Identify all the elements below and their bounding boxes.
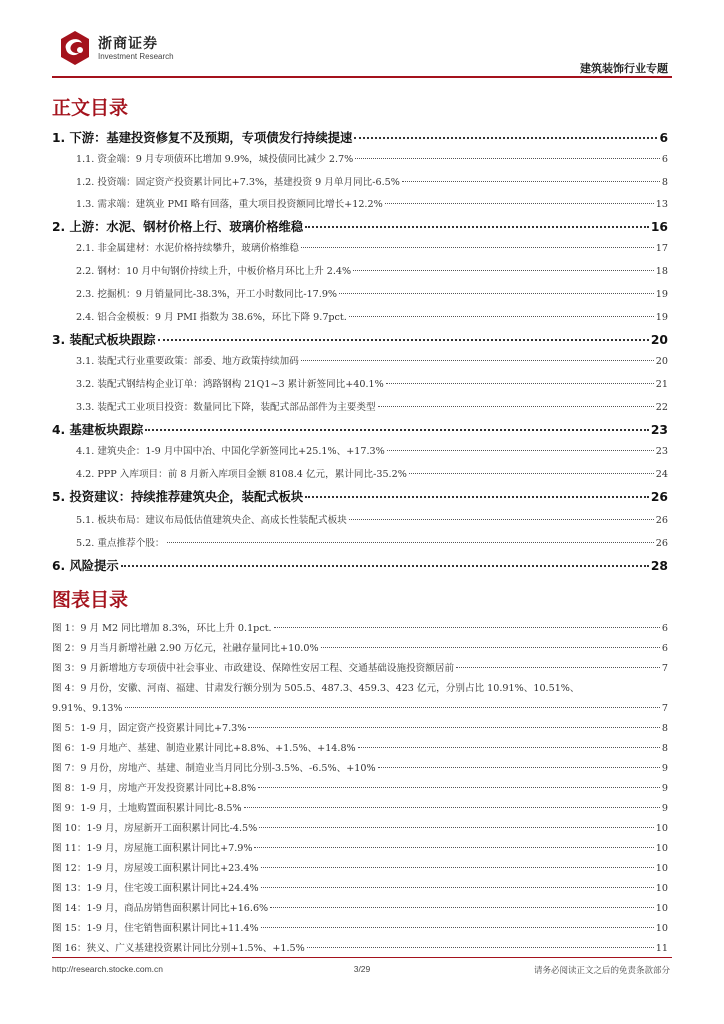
toc-entry-page: 6 <box>661 154 668 165</box>
toc-entry-text: 1.2. 投资端：固定资产投资累计同比+7.3%，基建投资 9 月单月同比-6.5% <box>76 177 400 188</box>
toc-title: 正文目录 <box>52 97 129 119</box>
company-logo <box>58 30 258 70</box>
toc-entry-page: 23 <box>655 446 668 457</box>
figure-entry-text: 图 11：1-9 月，房屋施工面积累计同比+7.9% <box>52 843 253 854</box>
toc-entry-page: 8 <box>661 177 668 188</box>
toc-entry[interactable] <box>76 263 668 277</box>
figure-entry-page: 10 <box>655 843 668 854</box>
dot-leader <box>258 787 660 788</box>
header-divider <box>52 76 672 78</box>
figure-entry-text: 图 16：狭义、广义基建投资累计同比分别+1.5%、+1.5% <box>52 943 305 954</box>
dot-leader <box>301 360 654 361</box>
dot-leader <box>301 247 654 248</box>
toc-entry-page: 26 <box>655 515 668 526</box>
dot-leader <box>358 747 660 748</box>
toc-entry-page: 17 <box>655 243 668 254</box>
figure-entry-page: 10 <box>655 903 668 914</box>
figure-entry[interactable] <box>52 740 668 754</box>
figure-entry-page: 6 <box>661 643 668 654</box>
figure-entry-page: 9 <box>661 763 668 774</box>
figure-entry[interactable] <box>52 880 668 894</box>
toc-entry-page: 24 <box>655 469 668 480</box>
toc-entry[interactable] <box>76 466 668 480</box>
footer-page-number: 3/29 <box>353 964 371 974</box>
figure-entry[interactable] <box>52 800 668 814</box>
toc-entry-page: 16 <box>650 220 668 234</box>
figure-entry-text: 图 9：1-9 月，土地购置面积累计同比-8.5% <box>52 803 242 814</box>
dot-leader <box>305 496 649 498</box>
toc-entry-page: 13 <box>655 199 668 210</box>
toc-entry-text: 5. 投资建议：持续推荐建筑央企，装配式板块 <box>52 490 304 504</box>
dot-leader <box>385 203 654 204</box>
figure-entry[interactable] <box>52 900 668 914</box>
footer-disclaimer: 请务必阅读正文之后的免责条款部分 <box>533 966 670 976</box>
toc-entry-text: 2.1. 非金属建材：水泥价格持续攀升，玻璃价格维稳 <box>76 243 299 254</box>
toc-entry[interactable] <box>76 353 668 367</box>
figure-entry-text: 图 7：9 月份，房地产、基建、制造业当月同比分别-3.5%、-6.5%、+10% <box>52 763 376 774</box>
toc-entry[interactable] <box>76 240 668 254</box>
dot-leader <box>354 137 657 139</box>
figure-entry[interactable] <box>52 640 668 654</box>
dot-leader <box>261 867 654 868</box>
logo-english-name: Investment Research <box>98 52 174 61</box>
toc-entry-text: 3. 装配式板块跟踪 <box>52 333 156 347</box>
figure-entry-page: 7 <box>661 703 668 714</box>
dot-leader <box>409 473 654 474</box>
figure-entry-page: 10 <box>655 883 668 894</box>
figure-entry-text: 图 6：1-9 月地产、基建、制造业累计同比+8.8%、+1.5%、+14.8% <box>52 743 356 754</box>
footer-website-link[interactable]: http://research.stocke.com.cn <box>52 964 164 974</box>
toc-entry-text: 5.2. 重点推荐个股： <box>76 538 165 549</box>
footer-divider <box>52 957 672 958</box>
toc-entry[interactable] <box>52 330 668 348</box>
figure-entry[interactable] <box>52 780 668 794</box>
figure-entry-text: 图 15：1-9 月，住宅销售面积累计同比+11.4% <box>52 923 259 934</box>
toc-entry[interactable] <box>52 556 668 574</box>
toc-entry-text: 2.4. 铝合金模板：9 月 PMI 指数为 38.6%，环比下降 9.7pct. <box>76 312 347 323</box>
toc-entry[interactable] <box>52 487 668 505</box>
figure-entry[interactable] <box>52 860 668 874</box>
dot-leader <box>321 647 660 648</box>
toc-entry-text: 5.1. 板块布局：建议布局低估值建筑央企、高成长性装配式板块 <box>76 515 347 526</box>
dot-leader <box>355 158 660 159</box>
figure-entry-page: 8 <box>661 743 668 754</box>
toc-entry-page: 18 <box>655 266 668 277</box>
figure-entry-page: 10 <box>655 863 668 874</box>
figure-entry-page: 9 <box>661 803 668 814</box>
figure-entry-text: 图 8：1-9 月，房地产开发投资累计同比+8.8% <box>52 783 256 794</box>
dot-leader <box>259 827 654 828</box>
dot-leader <box>339 293 654 294</box>
figure-entry-text: 图 10：1-9 月，房屋新开工面积累计同比-4.5% <box>52 823 258 834</box>
dot-leader <box>353 270 654 271</box>
dot-leader <box>456 667 660 668</box>
toc-entry[interactable] <box>76 535 668 549</box>
toc-entry[interactable] <box>52 217 668 235</box>
dot-leader <box>254 847 653 848</box>
dot-leader <box>378 767 660 768</box>
toc-entry-page: 28 <box>650 559 668 573</box>
dot-leader <box>244 807 660 808</box>
toc-entry-text: 4.1. 建筑央企：1-9 月中国中冶、中国化学新签同比+25.1%、+17.3% <box>76 446 385 457</box>
figure-entry-page: 6 <box>661 623 668 634</box>
dot-leader <box>387 450 654 451</box>
figure-entry-page: 7 <box>661 663 668 674</box>
toc-entry[interactable] <box>76 309 668 323</box>
toc-entry[interactable] <box>76 399 668 413</box>
dot-leader <box>125 707 660 708</box>
dot-leader <box>305 226 649 228</box>
dot-leader <box>378 406 654 407</box>
figure-entry[interactable] <box>52 700 668 714</box>
toc-entry-text: 3.1. 装配式行业重要政策：部委、地方政策持续加码 <box>76 356 299 367</box>
page-header <box>0 0 724 86</box>
dot-leader <box>307 947 654 948</box>
toc-entry-text: 3.2. 装配式钢结构企业订单：鸿路钢构 21Q1~3 累计新签同比+40.1% <box>76 379 384 390</box>
figure-entry[interactable] <box>52 620 668 634</box>
report-category: 建筑装饰行业专题 <box>580 62 668 75</box>
toc-entry-text: 2. 上游：水泥、钢材价格上行、玻璃价格维稳 <box>52 220 304 234</box>
toc-entry-page: 6 <box>659 131 668 145</box>
dot-leader <box>349 519 654 520</box>
toc-entry-text: 2.2. 钢材：10 月中旬钢价持续上升，中板价格月环比上升 2.4% <box>76 266 352 277</box>
toc-entry[interactable] <box>76 196 668 210</box>
dot-leader <box>261 887 654 888</box>
toc-entry[interactable] <box>76 512 668 526</box>
toc-entry-page: 20 <box>655 356 668 367</box>
dot-leader <box>270 907 654 908</box>
toc-entry[interactable] <box>76 443 668 457</box>
dot-leader <box>158 339 649 341</box>
toc-entry-text: 1. 下游：基建投资修复不及预期，专项债发行持续提速 <box>52 131 353 145</box>
figures-title: 图表目录 <box>52 589 129 611</box>
figure-entry-page: 10 <box>655 923 668 934</box>
toc-entry[interactable] <box>52 128 668 146</box>
figure-entry-page: 10 <box>655 823 668 834</box>
figure-entry[interactable] <box>52 760 668 774</box>
toc-entry-page: 22 <box>655 402 668 413</box>
toc-entry-text: 3.3. 装配式工业项目投资：数量同比下降，装配式部品部件为主要类型 <box>76 402 376 413</box>
logo-mark-icon <box>58 30 92 66</box>
toc-entry-text: 6. 风险提示 <box>52 559 119 573</box>
toc-entry-page: 19 <box>655 289 668 300</box>
figure-entry[interactable] <box>52 920 668 934</box>
figure-entry-page: 9 <box>661 783 668 794</box>
dot-leader <box>167 542 654 543</box>
dot-leader <box>261 927 654 928</box>
dot-leader <box>121 565 649 567</box>
toc-entry-page: 26 <box>650 490 668 504</box>
figure-entry[interactable] <box>52 720 668 734</box>
toc-entry[interactable] <box>76 174 668 188</box>
toc-entry-page: 23 <box>650 423 668 437</box>
dot-leader <box>349 316 654 317</box>
figure-entry-text[interactable]: 图 4：9 月份，安徽、河南、福建、甘肃发行额分别为 505.5、487.3、459.3、423 亿元，分别占比 10.91%、10.51%、 <box>52 683 580 694</box>
logo-chinese-name: 浙商证券 <box>98 36 158 52</box>
dot-leader <box>248 727 660 728</box>
figure-entry-text: 图 2：9 月当月新增社融 2.90 万亿元，社融存量同比+10.0% <box>52 643 319 654</box>
figure-entry-text: 图 14：1-9 月，商品房销售面积累计同比+16.6% <box>52 903 269 914</box>
toc-entry-text: 1.3. 需求端：建筑业 PMI 略有回落，重大项目投资额同比增长+12.2% <box>76 199 383 210</box>
toc-entry[interactable] <box>76 286 668 300</box>
figure-entry-text: 图 5：1-9 月，固定资产投资累计同比+7.3% <box>52 723 247 734</box>
toc-entry-page: 26 <box>655 538 668 549</box>
figure-entry-text: 图 13：1-9 月，住宅竣工面积累计同比+24.4% <box>52 883 259 894</box>
figure-entry-continuation: 9.91%、9.13% <box>52 703 123 714</box>
toc-entry-text: 1.1. 资金端：9 月专项债环比增加 9.9%，城投债同比减少 2.7% <box>76 154 354 165</box>
dot-leader <box>402 181 660 182</box>
toc-entry-text: 4. 基建板块跟踪 <box>52 423 144 437</box>
toc-entry-text: 2.3. 挖掘机：9 月销量同比-38.3%，开工小时数同比-17.9% <box>76 289 338 300</box>
figure-entry-text: 图 1：9 月 M2 同比增加 8.3%，环比上升 0.1pct. <box>52 623 272 634</box>
toc-entry[interactable] <box>76 376 668 390</box>
figure-entry[interactable] <box>52 660 668 674</box>
figure-entry[interactable] <box>52 840 668 854</box>
toc-entry-page: 21 <box>655 379 668 390</box>
toc-entry-page: 19 <box>655 312 668 323</box>
figure-entry-page: 11 <box>655 943 668 954</box>
dot-leader <box>274 627 660 628</box>
toc-entry[interactable] <box>52 420 668 438</box>
figure-entry[interactable] <box>52 820 668 834</box>
toc-entry-text: 4.2. PPP 入库项目：前 8 月新入库项目金额 8108.4 亿元，累计同比-35.2% <box>76 469 407 480</box>
figure-entry-page: 8 <box>661 723 668 734</box>
figure-entry[interactable] <box>52 940 668 954</box>
toc-entry[interactable] <box>76 151 668 165</box>
figure-entry-text: 图 12：1-9 月，房屋竣工面积累计同比+23.4% <box>52 863 259 874</box>
dot-leader <box>386 383 654 384</box>
toc-entry-page: 20 <box>650 333 668 347</box>
dot-leader <box>145 429 649 431</box>
figure-entry-text: 图 3：9 月新增地方专项债中社会事业、市政建设、保障性安居工程、交通基础设施投资额居前 <box>52 663 455 674</box>
